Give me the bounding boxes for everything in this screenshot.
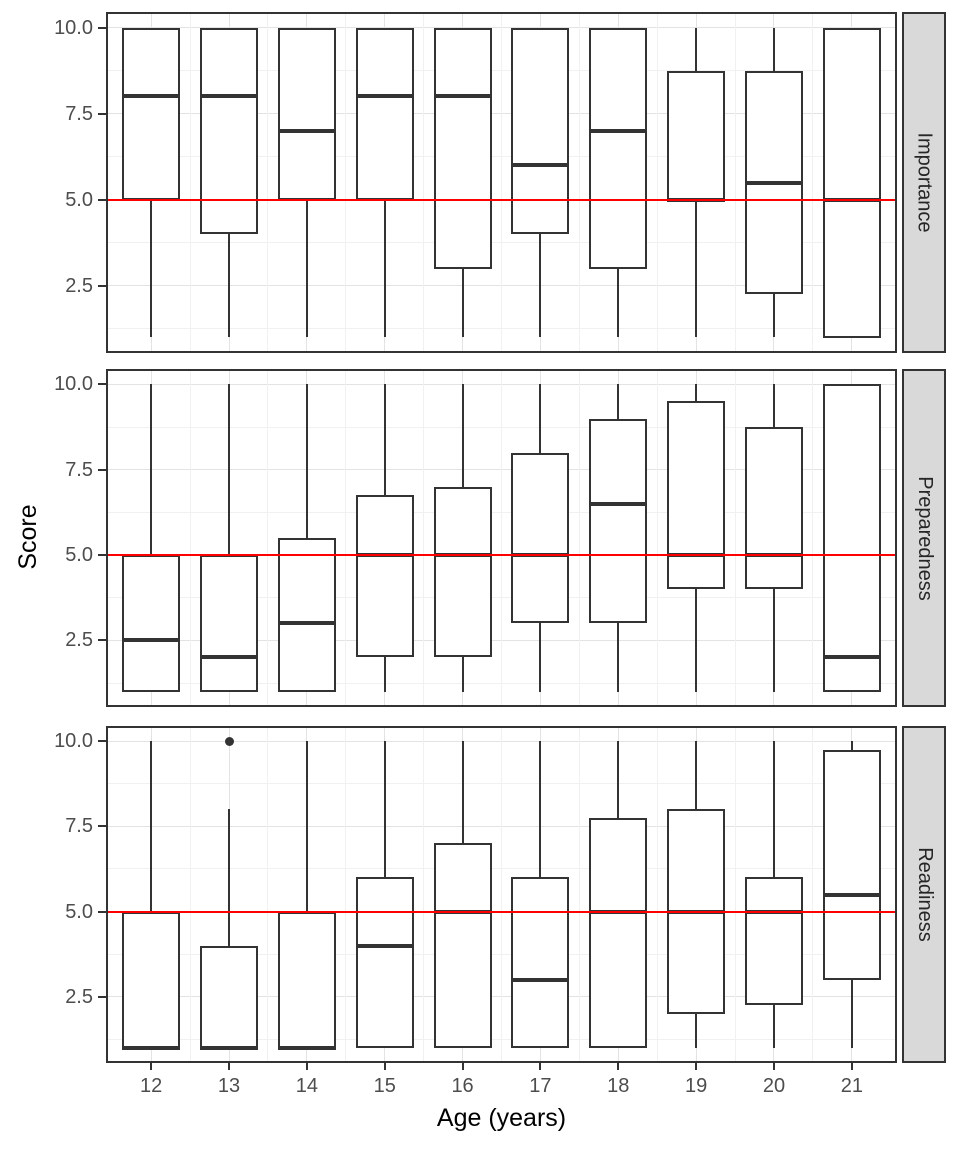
- x-tick-mark: [228, 1063, 230, 1070]
- x-minor-gridline: [657, 12, 658, 353]
- reference-line-y5: [106, 911, 897, 913]
- y-axis-title: Score: [14, 504, 42, 570]
- y-tick-mark: [98, 469, 106, 471]
- y-tick-mark: [98, 996, 106, 998]
- x-minor-gridline: [735, 12, 736, 353]
- x-tick-mark: [306, 1063, 308, 1070]
- x-tick-mark: [851, 1063, 853, 1070]
- x-minor-gridline: [423, 726, 424, 1063]
- x-tick-mark: [462, 1063, 464, 1070]
- box-age-12: [122, 555, 180, 692]
- median-age-13: [200, 94, 258, 98]
- lower-whisker-age-19: [695, 200, 697, 338]
- upper-whisker-age-19: [695, 384, 697, 401]
- facet-panel-importance: [106, 12, 897, 353]
- median-age-12: [122, 638, 180, 642]
- lower-whisker-age-17: [539, 234, 541, 337]
- y-tick-label: 2.5: [65, 274, 93, 297]
- y-tick-label: 7.5: [65, 102, 93, 125]
- lower-whisker-age-20: [773, 1005, 775, 1048]
- facet-panel-readiness: [106, 726, 897, 1063]
- box-age-17: [511, 28, 569, 235]
- median-age-21: [823, 655, 881, 659]
- outlier-point-age-13: [225, 737, 234, 746]
- box-age-18: [589, 818, 647, 1048]
- y-tick-mark: [98, 383, 106, 385]
- box-age-19: [667, 401, 725, 589]
- lower-whisker-age-13: [228, 234, 230, 337]
- x-minor-gridline: [267, 369, 268, 707]
- x-tick-mark: [384, 1063, 386, 1070]
- x-minor-gridline: [579, 726, 580, 1063]
- y-tick-label: 2.5: [65, 629, 93, 652]
- facet-strip-label-readiness: Readiness: [913, 847, 936, 942]
- y-tick-label: 7.5: [65, 815, 93, 838]
- x-tick-label: 15: [373, 1075, 396, 1097]
- x-tick-label: 18: [607, 1075, 630, 1097]
- y-tick-label: 7.5: [65, 458, 93, 481]
- reference-line-y5: [106, 199, 897, 201]
- x-tick-label: 13: [217, 1075, 241, 1097]
- y-tick-mark: [98, 554, 106, 556]
- box-age-17: [511, 453, 569, 624]
- lower-whisker-age-14: [306, 200, 308, 338]
- x-minor-gridline: [190, 12, 191, 353]
- upper-whisker-age-18: [617, 741, 619, 818]
- x-minor-gridline: [812, 369, 813, 707]
- box-age-18: [589, 28, 647, 269]
- y-tick-label: 10.0: [54, 373, 93, 396]
- box-age-13: [200, 555, 258, 692]
- x-tick-label: 16: [451, 1075, 474, 1097]
- median-age-14: [278, 621, 336, 625]
- y-tick-label: 2.5: [65, 985, 93, 1008]
- y-tick-label: 5.0: [65, 188, 93, 211]
- y-tick-label: 5.0: [65, 900, 93, 923]
- upper-whisker-age-15: [384, 741, 386, 877]
- lower-whisker-age-17: [539, 623, 541, 691]
- x-minor-gridline: [501, 726, 502, 1063]
- median-age-15: [356, 94, 414, 98]
- median-age-13: [200, 1046, 258, 1050]
- upper-whisker-age-16: [462, 384, 464, 486]
- median-age-21: [823, 893, 881, 897]
- facet-panel-preparedness: [106, 369, 897, 707]
- box-age-13: [200, 28, 258, 235]
- y-tick-mark: [98, 911, 106, 913]
- x-minor-gridline: [501, 12, 502, 353]
- x-minor-gridline: [812, 12, 813, 353]
- box-age-21: [823, 384, 881, 691]
- box-age-16: [434, 487, 492, 658]
- y-tick-mark: [98, 199, 106, 201]
- upper-whisker-age-13: [228, 384, 230, 555]
- x-minor-gridline: [579, 12, 580, 353]
- facet-strip-label-preparedness: Preparedness: [913, 475, 936, 601]
- x-minor-gridline: [190, 726, 191, 1063]
- lower-whisker-age-18: [617, 269, 619, 338]
- x-minor-gridline: [501, 369, 502, 707]
- lower-whisker-age-16: [462, 269, 464, 338]
- lower-whisker-age-16: [462, 657, 464, 691]
- x-tick-label: 17: [529, 1075, 552, 1097]
- y-tick-mark: [98, 113, 106, 115]
- x-minor-gridline: [579, 369, 580, 707]
- x-minor-gridline: [812, 726, 813, 1063]
- box-age-20: [745, 877, 803, 1005]
- x-tick-mark: [695, 1063, 697, 1070]
- y-tick-mark: [98, 27, 106, 29]
- x-minor-gridline: [267, 12, 268, 353]
- x-axis-title: Age (years): [436, 1104, 567, 1132]
- facet-strip-readiness: [902, 726, 946, 1063]
- box-age-15: [356, 877, 414, 1047]
- upper-whisker-age-14: [306, 741, 308, 911]
- x-minor-gridline: [267, 726, 268, 1063]
- lower-whisker-age-20: [773, 589, 775, 691]
- x-tick-label: 12: [140, 1075, 163, 1097]
- y-tick-mark: [98, 639, 106, 641]
- upper-whisker-age-19: [695, 741, 697, 809]
- facet-strip-importance: [902, 12, 946, 353]
- median-age-15: [356, 944, 414, 948]
- median-age-17: [511, 978, 569, 982]
- x-minor-gridline: [345, 12, 346, 353]
- x-tick-label: 14: [295, 1075, 318, 1097]
- median-age-13: [200, 655, 258, 659]
- lower-whisker-age-18: [617, 623, 619, 691]
- x-tick-label: 20: [762, 1075, 786, 1097]
- median-age-18: [589, 502, 647, 506]
- lower-whisker-age-12: [150, 200, 152, 338]
- y-tick-mark: [98, 825, 106, 827]
- facet-strip-preparedness: [902, 369, 946, 707]
- box-age-18: [589, 419, 647, 624]
- x-minor-gridline: [735, 726, 736, 1063]
- lower-whisker-age-19: [695, 1014, 697, 1048]
- y-tick-mark: [98, 285, 106, 287]
- median-age-18: [589, 129, 647, 133]
- facet-strip-label-importance: Importance: [913, 132, 936, 233]
- x-tick-mark: [773, 1063, 775, 1070]
- x-minor-gridline: [657, 726, 658, 1063]
- x-minor-gridline: [345, 726, 346, 1063]
- box-age-16: [434, 28, 492, 269]
- y-tick-label: 10.0: [54, 16, 93, 39]
- box-age-19: [667, 71, 725, 200]
- median-age-17: [511, 163, 569, 167]
- upper-whisker-age-17: [539, 384, 541, 452]
- box-age-21: [823, 750, 881, 980]
- median-age-16: [434, 94, 492, 98]
- box-age-13: [200, 946, 258, 1048]
- upper-whisker-age-21: [851, 741, 853, 750]
- upper-whisker-age-20: [773, 28, 775, 71]
- y-tick-label: 10.0: [54, 730, 93, 753]
- x-tick-mark: [617, 1063, 619, 1070]
- x-minor-gridline: [423, 12, 424, 353]
- median-age-14: [278, 129, 336, 133]
- lower-whisker-age-21: [851, 980, 853, 1048]
- y-tick-mark: [98, 740, 106, 742]
- upper-whisker-age-19: [695, 28, 697, 71]
- box-age-17: [511, 877, 569, 1047]
- box-age-14: [278, 912, 336, 1048]
- upper-whisker-age-12: [150, 384, 152, 555]
- box-age-20: [745, 427, 803, 589]
- median-age-14: [278, 1046, 336, 1050]
- box-age-21: [823, 28, 881, 338]
- median-age-20: [745, 181, 803, 185]
- upper-whisker-age-12: [150, 741, 152, 911]
- box-age-14: [278, 28, 336, 200]
- median-age-12: [122, 1046, 180, 1050]
- x-tick-mark: [150, 1063, 152, 1070]
- upper-whisker-age-16: [462, 741, 464, 843]
- box-age-12: [122, 912, 180, 1048]
- box-age-16: [434, 843, 492, 1047]
- upper-whisker-age-20: [773, 741, 775, 877]
- reference-line-y5: [106, 554, 897, 556]
- x-minor-gridline: [423, 369, 424, 707]
- box-age-15: [356, 495, 414, 657]
- x-tick-label: 21: [840, 1075, 863, 1097]
- x-tick-mark: [539, 1063, 541, 1070]
- x-minor-gridline: [345, 369, 346, 707]
- lower-whisker-age-19: [695, 589, 697, 691]
- upper-whisker-age-17: [539, 741, 541, 877]
- upper-whisker-age-18: [617, 384, 619, 418]
- upper-whisker-age-15: [384, 384, 386, 495]
- y-tick-label: 5.0: [65, 544, 93, 567]
- upper-whisker-age-14: [306, 384, 308, 538]
- x-tick-label: 19: [685, 1075, 708, 1097]
- lower-whisker-age-15: [384, 657, 386, 691]
- x-minor-gridline: [735, 369, 736, 707]
- lower-whisker-age-15: [384, 200, 386, 338]
- box-age-14: [278, 538, 336, 692]
- x-minor-gridline: [657, 369, 658, 707]
- upper-whisker-age-13: [228, 809, 230, 945]
- upper-whisker-age-20: [773, 384, 775, 427]
- x-minor-gridline: [190, 369, 191, 707]
- box-age-15: [356, 28, 414, 200]
- box-age-12: [122, 28, 180, 200]
- median-age-12: [122, 94, 180, 98]
- lower-whisker-age-20: [773, 294, 775, 337]
